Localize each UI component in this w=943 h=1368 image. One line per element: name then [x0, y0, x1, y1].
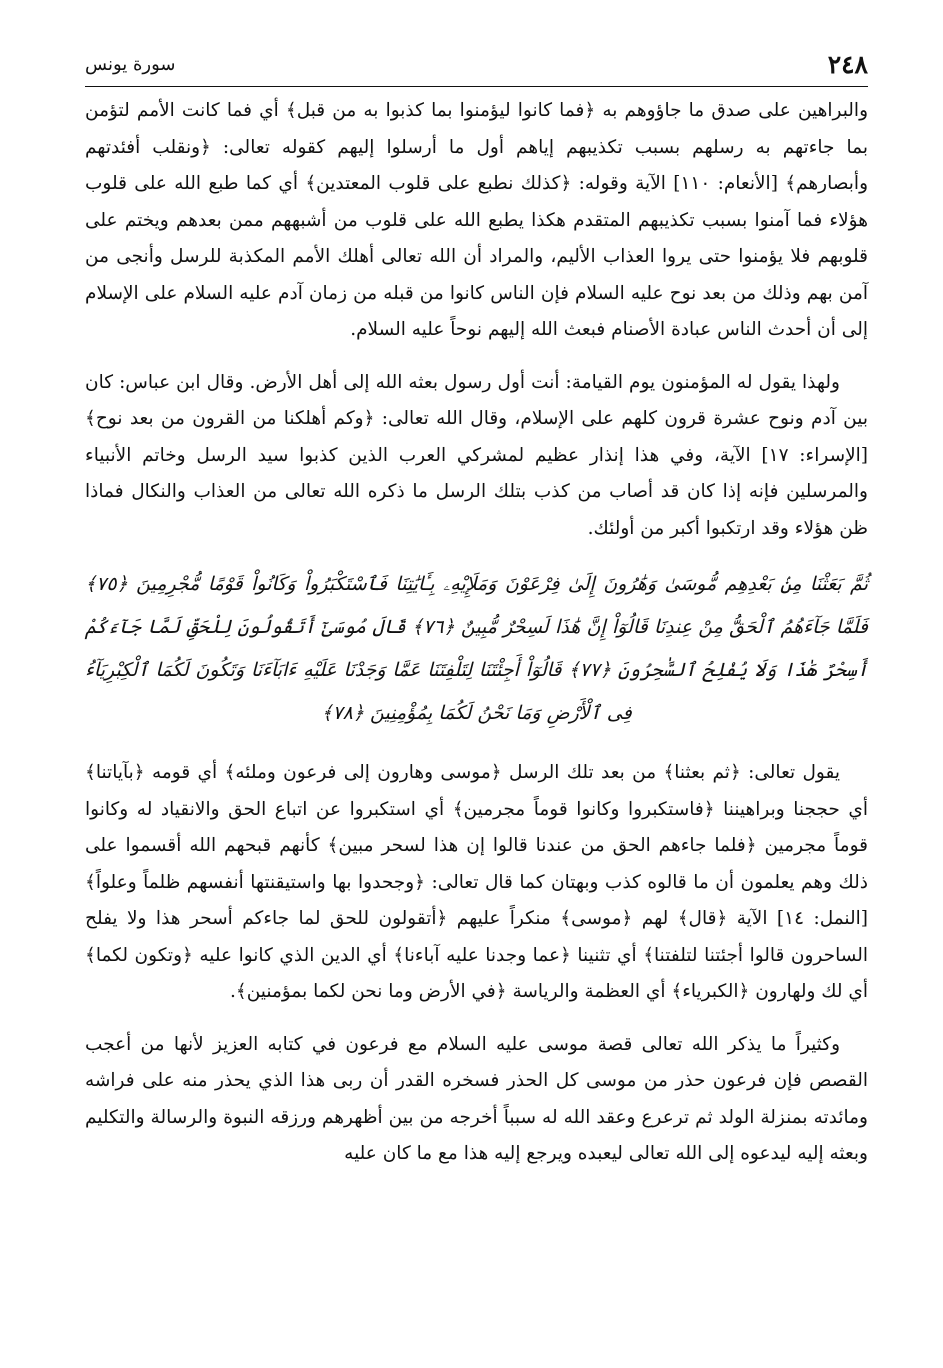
page-header	[85, 46, 868, 87]
page-number: ٢٤٨	[827, 50, 868, 79]
paragraph-2: ولهذا يقول له المؤمنون يوم القيامة: أنت أول رسول بعثه الله إلى أهل الأرض. وقال ابن عباس: كان بين آدم ونوح عشرة قرون كلهم على الإسلام، وقال الله تعالى: ﴿وكم أهلكنا من القرون من بعد نوح﴾ [الإسراء: ١٧] الآية، وفي هذا إنذار عظيم لمشركي العرب الذين كذبوا سيد الرسل وخاتم الأنبياء والمرسلين فإنه إذا كان قد أصاب من كذب بتلك الرسل ما ذكره الله تعالى من العذاب والنكال فماذا ظن هؤلاء وقد ارتكبوا أكبر من أولئك.	[85, 371, 868, 539]
quran-verses-text: ثُمَّ بَعَثْنَا مِنۢ بَعْدِهِم مُّوسَىٰ وَهَٰرُونَ إِلَىٰ فِرْعَوْنَ وَمَلَإِيْهِۦ بِـَٔايَٰتِنَا فَٱسْتَكْبَرُواْ وَكَانُواْ قَوْمًا مُّجْرِمِينَ ﴿٧٥﴾ فَلَمَّا جَآءَهُمُ ٱلْحَقُّ مِنْ عِندِنَا قَالُوٓاْ إِنَّ هَٰذَا لَسِحْرٌ مُّبِينٌ ﴿٧٦﴾ قَالَ مُوسَىٰٓ أَتَقُولُونَ لِلْحَقِّ لَمَّا جَآءَكُمْ أَسِحْرٌ هَٰذَا وَلَا يُفْلِحُ ٱلسَّٰحِرُونَ ﴿٧٧﴾ قَالُوٓاْ أَجِئْتَنَا لِتَلْفِتَنَا عَمَّا وَجَدْنَا عَلَيْهِ ءَابَآءَنَا وَتَكُونَ لَكُمَا ٱلْكِبْرِيَآءُ فِى ٱلْأَرْضِ وَمَا نَحْنُ لَكُمَا بِمُؤْمِنِينَ ﴿٧٨﴾	[85, 573, 868, 724]
paragraph-4: وكثيراً ما يذكر الله تعالى قصة موسى عليه السلام مع فرعون في كتابه العزيز لأنها من أعجب القصص فإن فرعون حذر من موسى كل الحذر فسخره القدر أن ربى هذا الذي يحذر منه على فراشه ومائدته بمنزلة الولد ثم ترعرع وعقد الله له سبباً أخرجه من بين أظهرهم ورزقه النبوة والرسالة والتكليم وبعثه إليه ليدعوه إلى الله تعالى ليعبده ويرجع إليه هذا مع ما كان عليه	[85, 1033, 868, 1164]
quran-verses-block	[85, 563, 868, 735]
paragraph-3: يقول تعالى: ﴿ثم بعثنا﴾ من بعد تلك الرسل ﴿موسى وهارون إلى فرعون وملئه﴾ أي قومه ﴿بآياتنا﴾ أي حججنا وبراهيننا ﴿فاستكبروا وكانوا قوماً مجرمين﴾ أي استكبروا عن اتباع الحق والانقياد له وكانوا قوماً مجرمين ﴿فلما جاءهم الحق من عندنا قالوا إن هذا لسحر مبين﴾ كأنهم قبحهم الله أقسموا على ذلك وهم يعلمون أن ما قالوه كذب وبهتان كما قال تعالى: ﴿وجحدوا بها واستيقنتها أنفسهم ظلماً وعلواً﴾ [النمل: ١٤] الآية ﴿قال﴾ لهم ﴿موسى﴾ منكراً عليهم ﴿أتقولون للحق لما جاءكم أسحر هذا ولا يفلح الساحرون قالوا أجئتنا لتلفتنا﴾ أي تثنينا ﴿عما وجدنا عليه آباءنا﴾ أي الدين الذي كانوا عليه ﴿وتكون لكما﴾ أي لك ولهارون ﴿الكبرياء﴾ أي العظمة والرياسة ﴿في الأرض وما نحن لكما بمؤمنين﴾.	[85, 762, 868, 1002]
running-title: سورة يونس	[85, 54, 176, 75]
page-content	[85, 93, 868, 1189]
paragraph-1: والبراهين على صدق ما جاؤوهم به ﴿فما كانوا ليؤمنوا بما كذبوا به من قبل﴾ أي فما كانت الأمم لتؤمن بما جاءتهم به رسلهم بسبب تكذيبهم إياهم أول ما أرسلوا إليهم كقوله تعالى: ﴿ونقلب أفئدتهم وأبصارهم﴾ [الأنعام: ١١٠] الآية وقوله: ﴿كذلك نطبع على قلوب المعتدين﴾ أي كما طبع الله على قلوب هؤلاء فما آمنوا بسبب تكذيبهم المتقدم هكذا يطبع الله على قلوب من أشبههم ممن بعدهم ويختم على قلوبهم فلا يؤمنوا حتى يروا العذاب الأليم، والمراد أن الله تعالى أهلك الأمم المكذبة للرسل وأنجى من آمن بهم وذلك من بعد نوح عليه السلام فإن الناس كانوا من قبله من زمان آدم عليه السلام على الإسلام إلى أن أحدث الناس عبادة الأصنام فبعث الله إليهم نوحاً عليه السلام.	[85, 100, 869, 340]
